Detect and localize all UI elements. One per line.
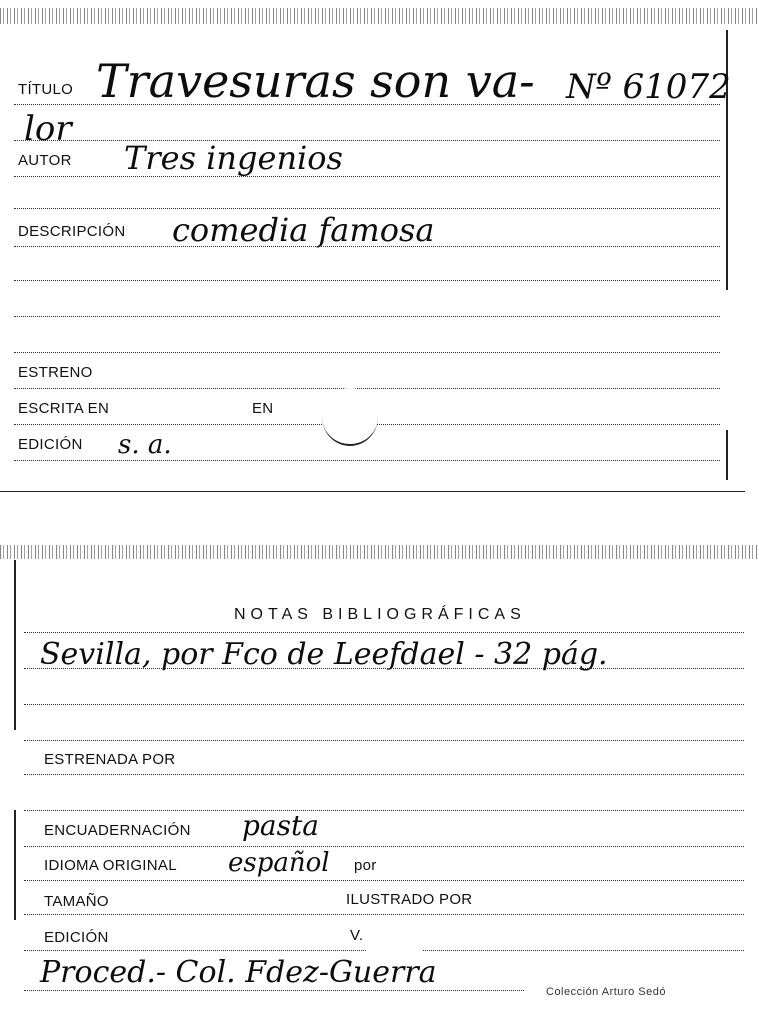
rule-line [14, 280, 720, 281]
rule-line [14, 388, 720, 389]
rule-line [24, 740, 744, 741]
rule-line [24, 990, 524, 991]
procedencia-handwritten: Proced.- Col. Fdez-Guerra [40, 955, 437, 990]
descripcion-handwritten: comedia famosa [172, 211, 435, 249]
rule-line [24, 704, 744, 705]
edicion-label: EDICIÓN [18, 436, 83, 453]
rule-line [24, 632, 744, 633]
encuadernacion-handwritten: pasta [242, 809, 319, 842]
descripcion-label: DESCRIPCIÓN [18, 223, 126, 240]
autor-label: AUTOR [18, 152, 72, 169]
ilustrado-por-label: ILUSTRADO POR [346, 891, 473, 908]
autor-handwritten: Tres ingenios [124, 139, 343, 177]
rule-line [24, 810, 744, 811]
rule-line [24, 668, 744, 669]
rule-line [14, 176, 720, 177]
card-bottom-edge [0, 491, 745, 492]
rule-line [24, 846, 744, 847]
catalog-number: Nº 61072 [566, 67, 731, 107]
por-label: por [354, 857, 377, 874]
rule-line [14, 140, 720, 141]
card-border-left [14, 560, 16, 730]
idioma-handwritten: español [228, 848, 330, 878]
rule-line [14, 104, 720, 105]
rule-line [14, 316, 720, 317]
rule-line [14, 460, 720, 461]
card-border-left-lower [14, 810, 16, 920]
tamano-label: TAMAÑO [44, 893, 109, 910]
perforation-hole [322, 388, 378, 446]
rule-line [24, 914, 744, 915]
idioma-original-label: IDIOMA ORIGINAL [44, 857, 177, 874]
escrita-en-label: ESCRITA EN [18, 400, 110, 417]
titulo-label: TÍTULO [18, 81, 74, 98]
rule-line [24, 774, 744, 775]
edicion-handwritten: s. a. [118, 430, 172, 460]
rule-line [14, 208, 720, 209]
rule-line [14, 352, 720, 353]
scan-edge-back [0, 545, 759, 559]
titulo-handwritten: Travesuras son va- [96, 54, 535, 108]
estrenada-por-label: ESTRENADA POR [44, 751, 176, 768]
collection-imprint: Colección Arturo Sedó [546, 986, 666, 998]
notas-heading: NOTAS BIBLIOGRÁFICAS [234, 606, 526, 623]
scan-edge-top [0, 8, 759, 24]
rule-line [14, 246, 720, 247]
edicion-back-label: EDICIÓN [44, 929, 109, 946]
en-label: EN [252, 400, 274, 417]
notas-handwritten: Sevilla, por Fco de Leefdael - 32 pág. [40, 637, 608, 672]
card-border-right-lower [726, 430, 728, 480]
estreno-label: ESTRENO [18, 364, 93, 381]
titulo-handwritten-continued: lor [24, 109, 72, 149]
catalog-card-front [0, 0, 759, 492]
encuadernacion-label: ENCUADERNACIÓN [44, 822, 191, 839]
v-label: V. [350, 927, 364, 944]
rule-line [24, 880, 744, 881]
